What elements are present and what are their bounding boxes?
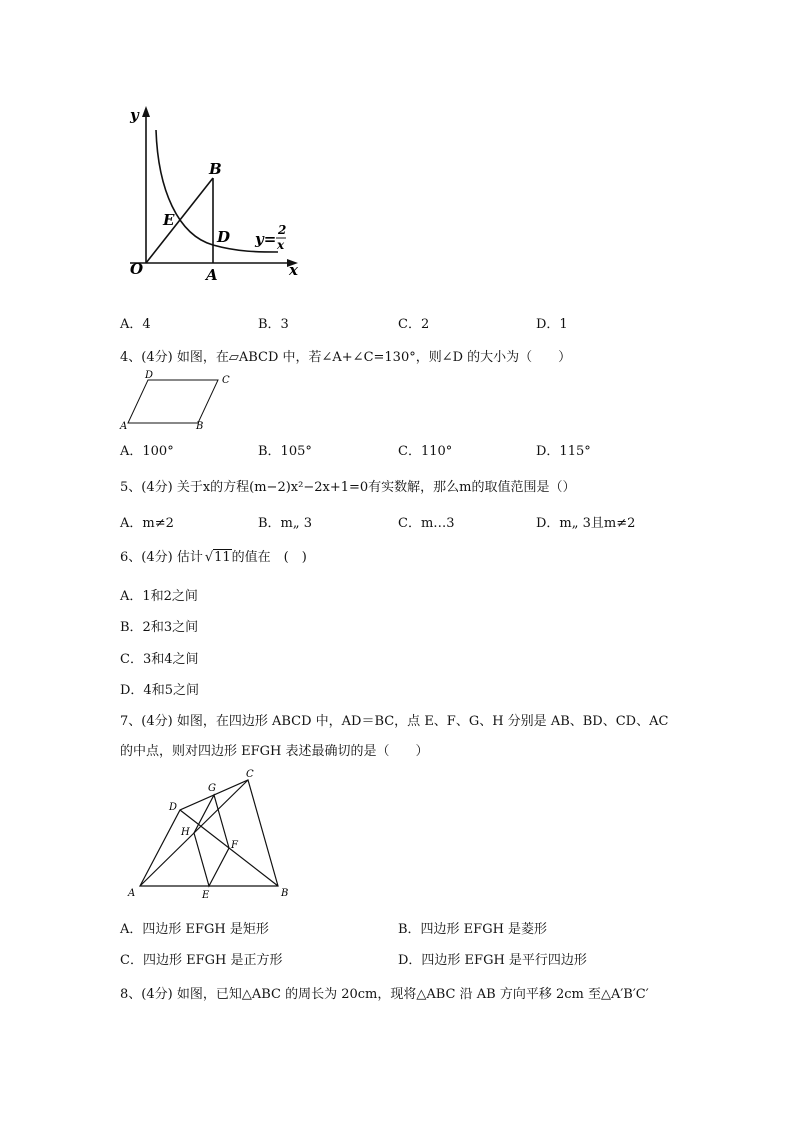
q6-stem [120, 546, 307, 565]
q4-option-d[interactable]: D．115° [536, 444, 591, 459]
q5-option-b[interactable]: B．m„ 3 [258, 516, 313, 531]
q8-stem: 8、(4分) 如图，已知△ABC 的周长为 20cm，现将△ABC 沿 AB 方向平移 2cm 至△A′B′C′ [120, 987, 649, 1002]
q4-label-D: D [145, 370, 154, 381]
q3-figure [118, 100, 318, 290]
q3-label-O: O [130, 260, 144, 278]
q4-label-C: C [222, 375, 230, 386]
q3-label-D: D [217, 228, 231, 246]
q6-option-c[interactable]: C．3和4之间 [120, 652, 199, 667]
q3-label-A: A [206, 266, 218, 284]
q4-option-c[interactable]: C．110° [398, 444, 453, 459]
q3-option-d[interactable]: D．1 [536, 317, 568, 332]
q3-fn-den: x [277, 238, 285, 252]
q3-label-x: x [289, 261, 298, 279]
q3-y-arrow [142, 106, 150, 117]
q6-stem-prefix: 6、(4分) 估计 [120, 550, 203, 565]
q7-label-G: G [208, 783, 216, 794]
q5-option-d[interactable]: D．m„ 3且m≠2 [536, 516, 636, 531]
q7-stem-line2: 的中点，则对四边形 EFGH 表述最确切的是（ ） [120, 744, 429, 759]
q4-parallelogram [128, 380, 218, 423]
q3-label-y: y [130, 106, 139, 124]
q4-option-b[interactable]: B．105° [258, 444, 312, 459]
q7-quadrilateral-figure [126, 766, 296, 901]
q5-stem: 5、(4分) 关于x的方程(m−2)x²−2x+1=0有实数解，那么m的取值范围是（） [120, 480, 576, 495]
q7-label-H: H [181, 827, 190, 838]
q4-option-a[interactable]: A．100° [120, 444, 174, 459]
q7-option-b[interactable]: B．四边形 EFGH 是菱形 [398, 922, 548, 937]
q3-label-E: E [163, 211, 175, 229]
q5-option-a[interactable]: A．m≠2 [120, 516, 174, 531]
q3-option-c[interactable]: C．2 [398, 317, 430, 332]
q6-option-d[interactable]: D．4和5之间 [120, 683, 199, 698]
q5-option-c[interactable]: C．m…3 [398, 516, 455, 531]
q3-label-B: B [209, 160, 222, 178]
q6-option-b[interactable]: B．2和3之间 [120, 620, 199, 635]
q4-label-A: A [120, 421, 128, 430]
q4-parallelogram-figure [118, 368, 238, 430]
q7-label-B: B [281, 888, 289, 899]
q3-fn-num: 2 [278, 223, 287, 237]
q3-line-OB [146, 178, 213, 263]
q6-option-a[interactable]: A．1和2之间 [120, 589, 198, 604]
q7-option-d[interactable]: D．四边形 EFGH 是平行四边形 [398, 953, 587, 968]
q7-label-F: F [231, 840, 238, 851]
q7-option-c[interactable]: C．四边形 EFGH 是正方形 [120, 953, 283, 968]
q7-label-C: C [246, 769, 254, 780]
q7-option-a[interactable]: A．四边形 EFGH 是矩形 [120, 922, 269, 937]
q7-stem-line1: 7、(4分) 如图，在四边形 ABCD 中，AD＝BC，点 E、F、G、H 分别是 AB、BD、CD、AC [120, 714, 669, 729]
q7-label-E: E [202, 890, 210, 901]
q7-quadrilateral-EFGH [194, 795, 229, 886]
q3-fn-lhs: y= [255, 230, 277, 248]
q6-sqrt [205, 550, 232, 565]
q6-stem-suffix: 的值在 ( ) [231, 550, 307, 565]
q6-sqrt-sign: √ [204, 550, 214, 565]
q7-label-D: D [169, 802, 178, 813]
q6-radicand: 11 [214, 550, 231, 565]
q4-stem: 4、(4分) 如图，在▱ABCD 中，若∠A+∠C=130°，则∠D 的大小为（ ） [120, 350, 572, 365]
q3-option-b[interactable]: B．3 [258, 317, 289, 332]
q4-label-B: B [196, 421, 204, 430]
q3-option-a[interactable]: A．4 [120, 317, 151, 332]
q7-label-A: A [128, 888, 136, 899]
